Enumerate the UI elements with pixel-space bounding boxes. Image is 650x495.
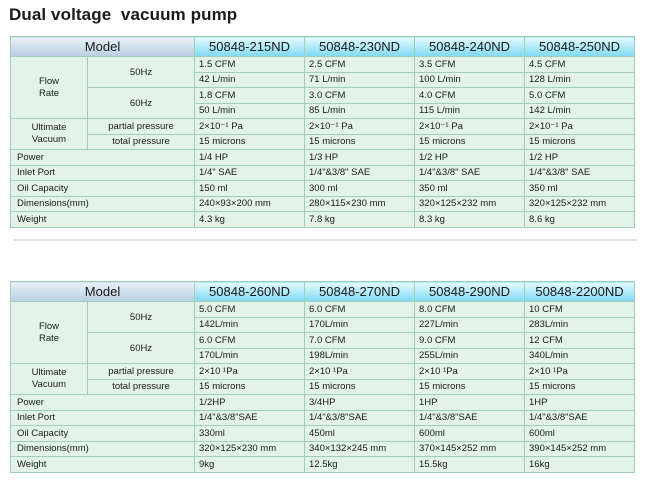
table-cell: 5.0 CFM [195,302,305,318]
table-cell: 7.0 CFM [305,333,415,349]
table-row [11,395,635,411]
model-name: 50848-260ND [195,282,305,302]
table-cell: 2×10 ¹Pa [525,364,635,380]
ultimate-vacuum-label [11,119,88,150]
table-cell: 1/2 HP [525,150,635,166]
table-cell: 198L/min [305,348,415,364]
ultimate-vacuum-label-text: Ultimate Vacuum [31,367,67,390]
model-row [11,37,635,57]
table-cell: 4.0 CFM [415,88,525,104]
table-cell: 3/4HP [305,395,415,411]
table-cell: 8.6 kg [525,212,635,228]
flow-rate-label-text: Flow Rate [38,75,60,99]
table-cell: 142L/min [195,317,305,333]
table-cell: 16kg [525,457,635,473]
weight-label: Weight [11,212,195,228]
model-row [11,282,635,302]
table-cell: 300 ml [305,181,415,197]
table-cell: 9.0 CFM [415,333,525,349]
table-cell: 2×10⁻¹ Pa [305,119,415,135]
table-cell: 142 L/min [525,103,635,119]
table-cell: 42 L/min [195,72,305,88]
oil-capacity-label: Oil Capacity [11,181,195,197]
power-label: Power [11,395,195,411]
table-cell: 6.0 CFM [305,302,415,318]
table-cell: 350 ml [525,181,635,197]
table-cell: 390×145×252 mm [525,441,635,457]
page-title: Dual voltage vacuum pump [9,5,238,24]
table-cell: 9kg [195,457,305,473]
table-cell: 227L/min [415,317,525,333]
table-cell: 2×10⁻¹ Pa [525,119,635,135]
partial-pressure-label: partial pressure [88,119,195,135]
table-cell: 1.5 CFM [195,57,305,73]
table-cell: 255L/min [415,348,525,364]
flow-rate-label [11,302,88,364]
table-cell: 1/4"&3/8" SAE [305,165,415,181]
table-cell: 1/3 HP [305,150,415,166]
table-cell: 2×10⁻¹ Pa [195,119,305,135]
ultimate-vacuum-label-text: Ultimate Vacuum [31,122,67,145]
table-row [11,441,635,457]
table-row [11,333,635,349]
flow-rate-label-text: Flow Rate [38,320,60,344]
table-cell: 330ml [195,426,305,442]
model-name: 50848-290ND [415,282,525,302]
partial-pressure-label: partial pressure [88,364,195,380]
table-cell: 8.3 kg [415,212,525,228]
table-cell: 15 microns [525,379,635,395]
weight-label: Weight [11,457,195,473]
table-cell: 6.0 CFM [195,333,305,349]
total-pressure-label: total pressure [88,379,195,395]
table-row [11,134,635,150]
table-cell: 1/2 HP [415,150,525,166]
model-name: 50848-240ND [415,37,525,57]
ultimate-vacuum-label [11,364,88,395]
table-cell: 370×145×252 mm [415,441,525,457]
model-name: 50848-230ND [305,37,415,57]
table-cell: 4.3 kg [195,212,305,228]
table-shadow [13,239,637,241]
table-cell: 85 L/min [305,103,415,119]
table-cell: 3.5 CFM [415,57,525,73]
table-cell: 15.5kg [415,457,525,473]
table-cell: 2×10⁻¹ Pa [415,119,525,135]
table-cell: 4.5 CFM [525,57,635,73]
table-cell: 240×93×200 mm [195,196,305,212]
table-cell: 1/4"&3/8"SAE [415,410,525,426]
table-cell: 2×10 ¹Pa [415,364,525,380]
table-cell: 150 ml [195,181,305,197]
table-cell: 340L/min [525,348,635,364]
table-cell: 450ml [305,426,415,442]
table-cell: 1/4 HP [195,150,305,166]
model-label: Model [11,282,195,302]
table-cell: 1/2HP [195,395,305,411]
model-name: 50848-270ND [305,282,415,302]
table-cell: 2×10 ¹Pa [195,364,305,380]
table-cell: 1/4"&3/8"SAE [305,410,415,426]
table-row [11,410,635,426]
table-row [11,426,635,442]
oil-capacity-label: Oil Capacity [11,426,195,442]
table-cell: 320×125×230 mm [195,441,305,457]
table-row [11,119,635,135]
table-cell: 350 ml [415,181,525,197]
dimensions-label: Dimensions(mm) [11,196,195,212]
table-row [11,88,635,104]
inlet-port-label: Inlet Port [11,165,195,181]
inlet-port-label: Inlet Port [11,410,195,426]
table-cell: 7.8 kg [305,212,415,228]
table-cell: 600ml [525,426,635,442]
spec-table-2 [10,281,635,473]
table-cell: 170L/min [195,348,305,364]
table-cell: 5.0 CFM [525,88,635,104]
model-name: 50848-250ND [525,37,635,57]
table-cell: 2.5 CFM [305,57,415,73]
table-row [11,302,635,318]
model-label: Model [11,37,195,57]
table-row [11,165,635,181]
table-cell: 3.0 CFM [305,88,415,104]
table-cell: 100 L/min [415,72,525,88]
model-name: 50848-2200ND [525,282,635,302]
table-cell: 1/4"&3/8"SAE [195,410,305,426]
total-pressure-label: total pressure [88,134,195,150]
table-cell: 1.8 CFM [195,88,305,104]
table-cell: 1HP [415,395,525,411]
table-cell: 1HP [525,395,635,411]
table-cell: 10 CFM [525,302,635,318]
table-cell: 2×10 ¹Pa [305,364,415,380]
table-cell: 320×125×232 mm [415,196,525,212]
table-cell: 15 microns [415,379,525,395]
table-row [11,212,635,228]
hz60-label: 60Hz [88,88,195,119]
table-cell: 280×115×230 mm [305,196,415,212]
table-cell: 128 L/min [525,72,635,88]
power-label: Power [11,150,195,166]
table-cell: 15 microns [305,379,415,395]
table-row [11,364,635,380]
table-cell: 1/4"&3/8"SAE [525,410,635,426]
model-name: 50848-215ND [195,37,305,57]
table-cell: 12.5kg [305,457,415,473]
table-cell: 1/4" SAE [195,165,305,181]
table-cell: 1/4"&3/8" SAE [525,165,635,181]
table-cell: 283L/min [525,317,635,333]
table-row [11,57,635,73]
table-cell: 12 CFM [525,333,635,349]
table-cell: 71 L/min [305,72,415,88]
table-cell: 320×125×232 mm [525,196,635,212]
table-cell: 170L/min [305,317,415,333]
table-row [11,181,635,197]
table-cell: 600ml [415,426,525,442]
table-row [11,150,635,166]
table-cell: 50 L/min [195,103,305,119]
table-cell: 15 microns [195,379,305,395]
table-cell: 15 microns [195,134,305,150]
table-row [11,379,635,395]
table-cell: 15 microns [415,134,525,150]
table-cell: 15 microns [525,134,635,150]
flow-rate-label [11,57,88,119]
table-cell: 115 L/min [415,103,525,119]
hz60-label: 60Hz [88,333,195,364]
hz50-label: 50Hz [88,302,195,333]
spec-table-1 [10,36,635,228]
table-row [11,196,635,212]
table-cell: 340×132×245 mm [305,441,415,457]
dimensions-label: Dimensions(mm) [11,441,195,457]
table-cell: 15 microns [305,134,415,150]
table-row [11,457,635,473]
table-cell: 1/4"&3/8" SAE [415,165,525,181]
hz50-label: 50Hz [88,57,195,88]
table-cell: 8.0 CFM [415,302,525,318]
